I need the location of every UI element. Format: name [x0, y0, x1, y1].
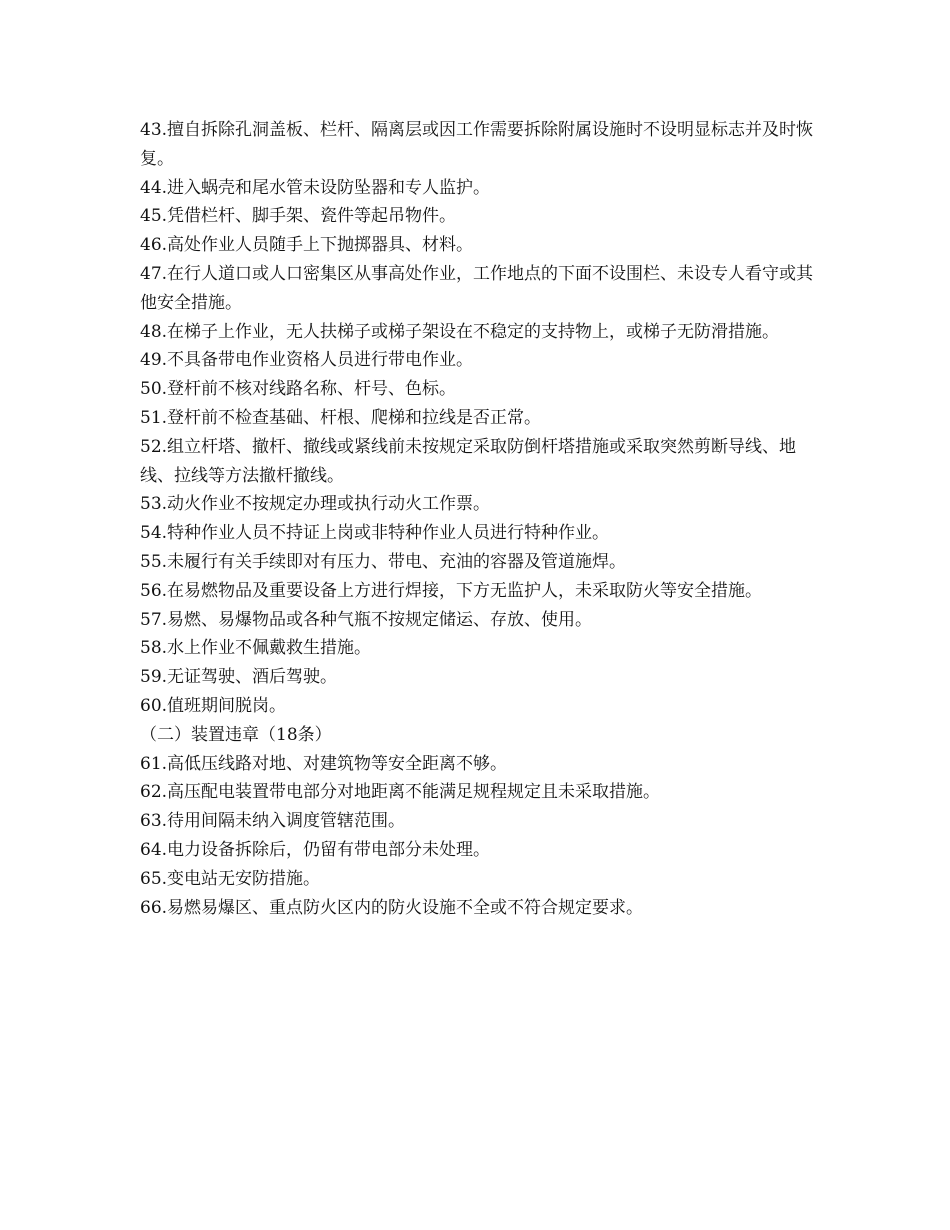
list-item: 43.擅自拆除孔洞盖板、栏杆、隔离层或因工作需要拆除附属设施时不设明显标志并及时恢复。 — [140, 120, 814, 169]
list-item: 52.组立杆塔、撤杆、撤线或紧线前未按规定采取防倒杆塔措施或采取突然剪断导线、地线、拉线等方法撤杆撤线。 — [140, 436, 797, 486]
list-item: 63.待用间隔未纳入调度管辖范围。 — [140, 811, 406, 832]
list-item: 56.在易燃物品及重要设备上方进行焊接，下方无监护人，未采取防火等安全措施。 — [140, 580, 763, 601]
list-item: 55.未履行有关手续即对有压力、带电、充油的容器及管道施焊。 — [140, 551, 627, 572]
list-item: 59.无证驾驶、酒后驾驶。 — [140, 667, 338, 688]
document-body — [140, 116, 820, 922]
list-item: 61.高低压线路对地、对建筑物等安全距离不够。 — [140, 753, 508, 774]
list-item: 66.易燃易爆区、重点防火区内的防火设施不全或不符合规定要求。 — [140, 897, 644, 918]
list-item: 51.登杆前不检查基础、杆根、爬梯和拉线是否正常。 — [140, 407, 542, 428]
list-item: 46.高处作业人员随手上下抛掷器具、材料。 — [140, 235, 474, 256]
list-item: 62.高压配电装置带电部分对地距离不能满足规程规定且未采取措施。 — [140, 782, 661, 803]
list-item: 44.进入蜗壳和尾水管未设防坠器和专人监护。 — [140, 177, 491, 198]
list-item: 65.变电站无安防措施。 — [140, 868, 321, 889]
list-item: 54.特种作业人员不持证上岗或非特种作业人员进行特种作业。 — [140, 523, 610, 544]
list-item: 49.不具备带电作业资格人员进行带电作业。 — [140, 350, 474, 371]
list-item: 64.电力设备拆除后，仍留有带电部分未处理。 — [140, 839, 491, 860]
section-heading: （二）装置违章（18条） — [140, 724, 332, 745]
list-item: 60.值班期间脱岗。 — [140, 695, 287, 716]
list-item: 48.在梯子上作业，无人扶梯子或梯子架设在不稳定的支持物上，或梯子无防滑措施。 — [140, 321, 780, 342]
list-item: 47.在行人道口或人口密集区从事高处作业，工作地点的下面不设围栏、未设专人看守或其他安全措施。 — [140, 263, 814, 313]
list-item: 50.登杆前不核对线路名称、杆号、色标。 — [140, 379, 457, 400]
list-item: 57.易燃、易爆物品或各种气瓶不按规定储运、存放、使用。 — [140, 609, 593, 630]
list-item: 45.凭借栏杆、脚手架、瓷件等起吊物件。 — [140, 206, 457, 227]
list-item: 53.动火作业不按规定办理或执行动火工作票。 — [140, 494, 491, 515]
list-item: 58.水上作业不佩戴救生措施。 — [140, 638, 372, 659]
